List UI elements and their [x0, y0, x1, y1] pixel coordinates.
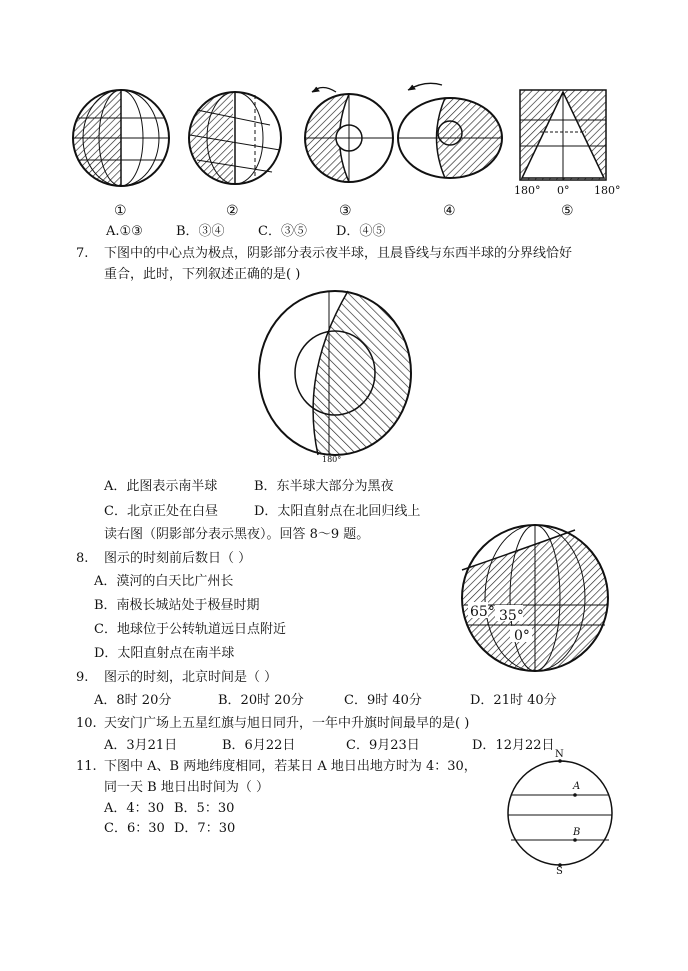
- intro-8-9: 读右图（阴影部分表示黑夜）。回答 8～9 题。: [104, 527, 370, 542]
- q11-stem-line2: 同一天 B 地日出时间为（ ）: [104, 780, 269, 795]
- figure-label-4: ④: [443, 203, 456, 219]
- q9-number: 9.: [76, 670, 89, 685]
- globe-label-0: 0°: [514, 628, 530, 644]
- q11-label-n: N: [555, 749, 564, 760]
- q7-stem-line2: 重合，此时，下列叙述正确的是( ): [104, 267, 301, 282]
- fig5-tick-center: 0°: [557, 184, 570, 197]
- q9-option-c: C．9时 40分: [344, 693, 422, 708]
- q9-stem: 图示的时刻，北京时间是（ ）: [104, 670, 278, 685]
- q7-number: 7.: [76, 246, 89, 261]
- q9-option-a: A．8时 20分: [94, 693, 172, 708]
- figure-1-globe: [0, 0, 688, 230]
- q6-option-c: C．③⑤: [258, 224, 307, 239]
- figure-1-drawing: [73, 90, 169, 186]
- q8-option-a: A．漠河的白天比广州长: [94, 574, 234, 589]
- q8-option-c: C．地球位于公转轨道远日点附近: [94, 622, 286, 637]
- q9-option-b: B．20时 20分: [218, 693, 304, 708]
- q6-option-a: A.①③: [106, 224, 143, 239]
- globe-label-35: 35°: [499, 608, 524, 624]
- q10-stem: 天安门广场上五星红旗与旭日同升，一年中升旗时间最早的是( ): [104, 716, 470, 731]
- q11-stem-line1: 下图中 A、B 两地纬度相同，若某日 A 地日出地方时为 4：30，: [104, 759, 477, 774]
- q7-stem-line1: 下图中的中心点为极点，阴影部分表示夜半球，且晨昏线与东西半球的分界线恰好: [104, 246, 573, 261]
- figure-label-1: ①: [114, 203, 127, 219]
- q7-option-b: B．东半球大部分为黑夜: [254, 479, 394, 494]
- q11-option-a: A．4：30: [104, 801, 165, 816]
- q6-option-b: B．③④: [176, 224, 225, 239]
- q7-option-a: A．此图表示南半球: [104, 479, 218, 494]
- q11-label-s: S: [556, 866, 563, 877]
- q7-figure-label-180: 180°: [322, 455, 342, 464]
- figure-5-drawing: [520, 90, 606, 180]
- q11-label-b: B: [573, 827, 581, 838]
- globe-label-65: 65°: [470, 604, 495, 620]
- fig5-tick-left: 180°: [514, 184, 541, 197]
- q8-number: 8.: [76, 551, 89, 566]
- q8-stem: 图示的时刻前后数日（ ）: [104, 551, 252, 566]
- q6-option-d: D．④⑤: [336, 224, 386, 239]
- q7-option-c: C．北京正处在白昼: [104, 504, 218, 519]
- figure-label-5: ⑤: [561, 203, 574, 219]
- figure-4-drawing: [398, 83, 502, 178]
- q10-option-b: B．6月22日: [222, 738, 296, 753]
- fig5-tick-right: 180°: [594, 184, 621, 197]
- q10-option-c: C．9月23日: [346, 738, 420, 753]
- figure-3-drawing: [305, 87, 393, 182]
- figure-label-2: ②: [226, 203, 239, 219]
- q11-option-d: D．7：30: [174, 821, 236, 836]
- q10-option-d: D．12月22日: [472, 738, 555, 753]
- q8-option-b: B．南极长城站处于极昼时期: [94, 598, 260, 613]
- q8-option-d: D．太阳直射点在南半球: [94, 646, 235, 661]
- q11-label-a: A: [573, 781, 581, 792]
- q11-number: 11.: [76, 759, 97, 774]
- q11-globe-figure: [0, 760, 688, 890]
- q7-option-d: D．太阳直射点在北回归线上: [254, 504, 421, 519]
- figure-label-3: ③: [339, 203, 352, 219]
- figure-2-drawing: [189, 90, 281, 186]
- q10-number: 10.: [76, 716, 97, 731]
- q9-option-d: D．21时 40分: [470, 693, 557, 708]
- q11-option-b: B．5：30: [174, 801, 235, 816]
- q11-option-c: C．6：30: [104, 821, 165, 836]
- q10-option-a: A．3月21日: [104, 738, 178, 753]
- q7-polar-figure: [0, 285, 688, 485]
